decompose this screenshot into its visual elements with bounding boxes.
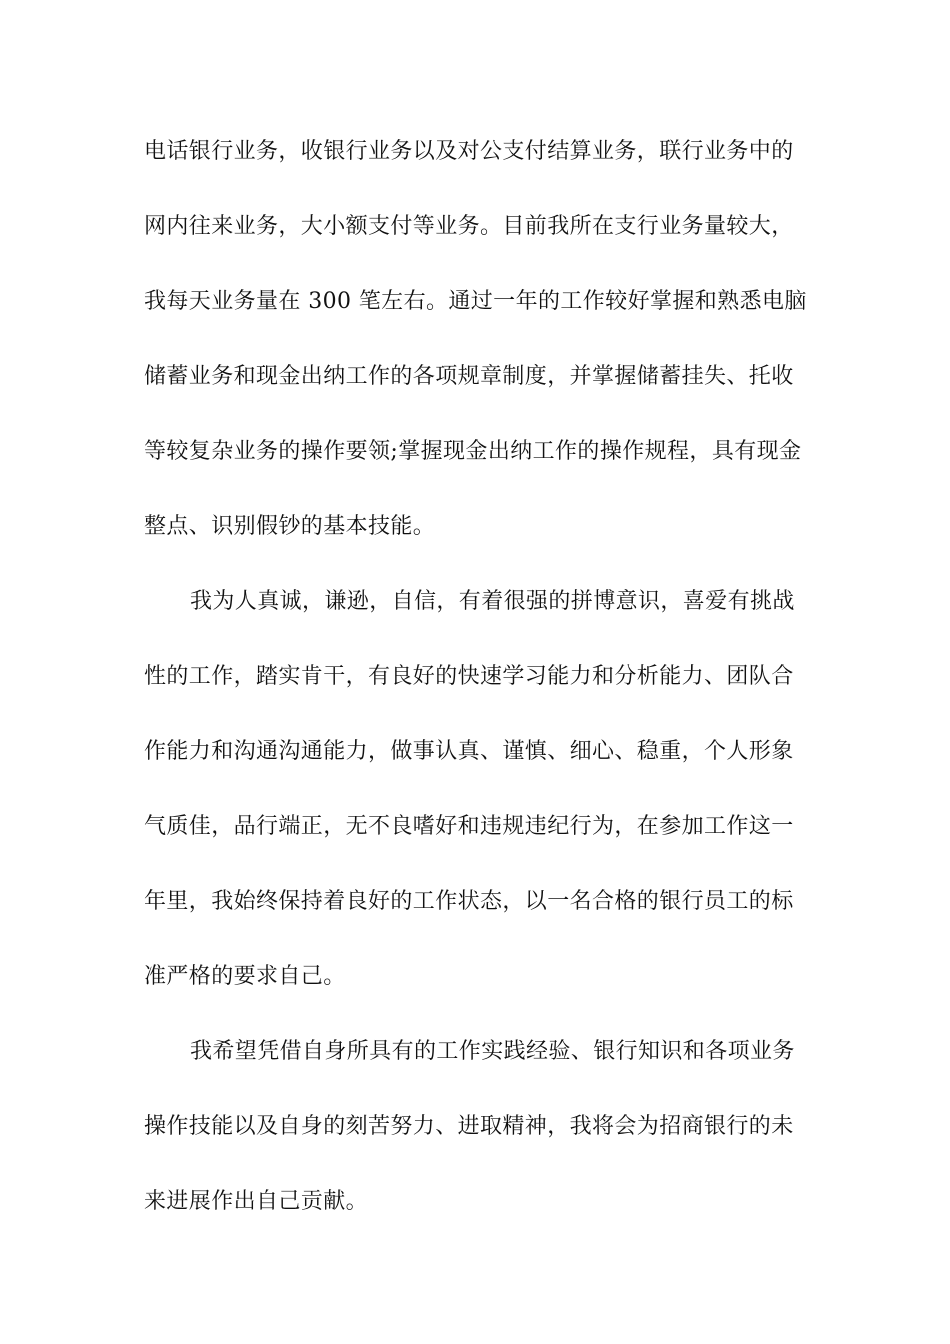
paragraph-3-line-2: 操作技能以及自身的刻苦努力、进取精神，我将会为招商银行的未 bbox=[144, 1114, 794, 1139]
paragraph-3-line-3: 来进展作出自己贡献。 bbox=[144, 1189, 369, 1214]
paragraph-2-line-6: 准严格的要求自己。 bbox=[144, 964, 346, 989]
paragraph-1-line-2: 网内往来业务，大小额支付等业务。目前我所在支行业务量较大， bbox=[144, 214, 794, 239]
paragraph-2-line-1: 我为人真诚，谦逊，自信，有着很强的拼博意识，喜爱有挑战 bbox=[190, 589, 795, 614]
paragraph-2-line-4: 气质佳，品行端正，无不良嗜好和违规违纪行为，在参加工作这一 bbox=[144, 814, 794, 839]
paragraph-2-line-2: 性的工作，踏实肯干，有良好的快速学习能力和分析能力、团队合 bbox=[144, 664, 794, 689]
paragraph-1-line-1: 电话银行业务，收银行业务以及对公支付结算业务，联行业务中的 bbox=[144, 139, 794, 164]
paragraph-1-line-5: 等较复杂业务的操作要领;掌握现金出纳工作的操作规程，具有现金 bbox=[144, 439, 802, 464]
paragraph-1-line-3: 我每天业务量在 300 笔左右。通过一年的工作较好掌握和熟悉电脑 bbox=[144, 289, 807, 314]
paragraph-1-line-4: 储蓄业务和现金出纳工作的各项规章制度，并掌握储蓄挂失、托收 bbox=[144, 364, 794, 389]
paragraph-3-line-1: 我希望凭借自身所具有的工作实践经验、银行知识和各项业务 bbox=[190, 1039, 795, 1064]
paragraph-1-line-6: 整点、识别假钞的基本技能。 bbox=[144, 514, 436, 539]
paragraph-2-line-5: 年里，我始终保持着良好的工作状态，以一名合格的银行员工的标 bbox=[144, 889, 794, 914]
paragraph-2-line-3: 作能力和沟通沟通能力，做事认真、谨慎、细心、稳重，个人形象 bbox=[144, 739, 794, 764]
